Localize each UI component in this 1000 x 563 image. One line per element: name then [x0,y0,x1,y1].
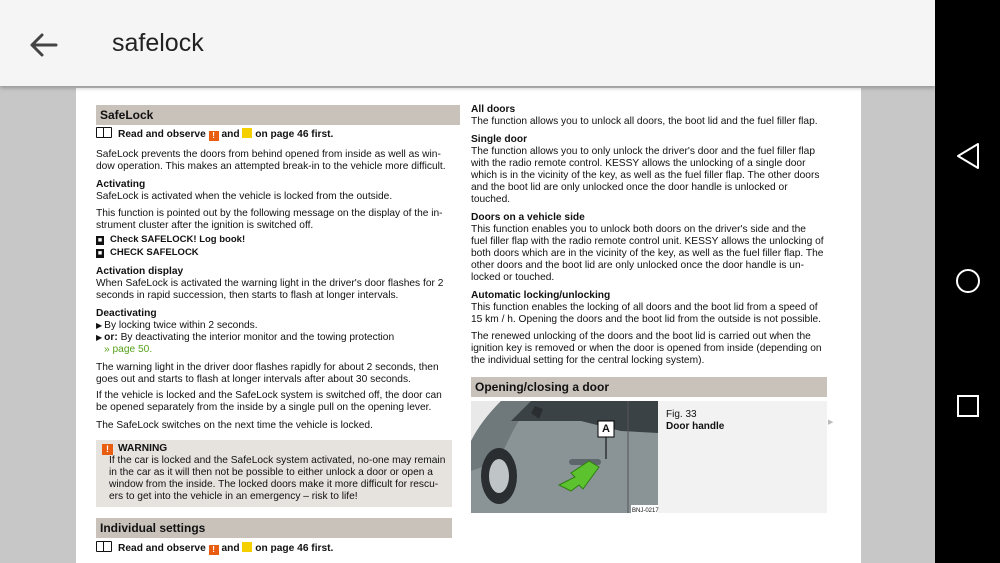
section-heading-opening-closing: Opening/closing a door [471,377,827,397]
book-icon [96,127,112,138]
single-door-block: Single door The function allows you to only unlock the driver's door and the fuel filler flap with the radio remote control. KESSY allows the unlocking of a single door which is in the vicinity of the key, as well as the fuel filler flap. The other doors and the boot lid are only unlocked once the door handle is unlocked or touched. [471,134,820,205]
message-icon-1: ■ [97,237,103,244]
auto-lock-block: Automatic locking/unlocking This function enables the locking of all doors and the boot lid from a speed of 15 km / h. Opening the doors and the boot lid from the outside is not possible. [471,290,821,325]
arrow-left-icon[interactable] [26,27,62,63]
bullet-arrow-icon: ▶ [96,321,103,330]
read-observe-line-2: Read and observe ! and on page 46 first. [96,541,333,555]
warning-light-text: The warning light in the driver door flashes rapidly for about 2 seconds, then goes out and starts to flash at longer intervals after about 30 seconds. [96,362,439,385]
next-time-text: The SafeLock switches on the next time the vehicle is locked. [96,420,373,431]
activation-display-block: Activation display When SafeLock is activated the warning light in the driver's door flashes for 2 seconds in rapid succession, then starts to flash at longer intervals. [96,266,444,301]
vehicle-side-block: Doors on a vehicle side This function enables you to unlock both doors on the driver's side and the fuel filler flap with the radio remote control unit. KESSY allows the unlocking of both doors which are in the vicinity of the key, as well as the fuel filler flap. The other doors and the boot lid are only unlocked once the door handle is un- locked or touched. [471,212,824,283]
message-list: ■ Check SAFELOCK! Log book! ■ CHECK SAFELOCK [97,234,246,258]
all-doors-block: All doors The function allows you to unlock all doors, the boot lid and the fuel filler flap. [471,104,818,127]
figure-code: BNJ-0217 [632,508,659,514]
intro-text: SafeLock prevents the doors from behind opened from inside as well as win- dow operation. This makes an attempted break-in to the vehicle more difficult. [96,149,446,172]
page-50-link[interactable]: » page 50. [104,344,153,355]
figure-door-handle[interactable] [471,401,834,514]
renewed-unlocking-text: The renewed unlocking of the doors and the boot lid is carried out when the ignition key is removed or when the door is opened from inside (depending on the individual setting for the central locking system). [471,331,822,366]
app-bar [0,0,935,86]
warning-box: ! WARNING If the car is locked and the SafeLock system activated, no-one may remain in the car as it will then not be possible to either unlock a door or open a window from the inside. The locked doors make it more difficult for rescu- ers to get into the vehicle in an emergency – risk to life! [96,440,452,507]
activating-block: Activating SafeLock is activated when the vehicle is locked from the outside. [96,179,393,202]
section-heading-individual-settings: Individual settings [96,518,452,538]
triangle-back-icon[interactable] [950,138,986,174]
book-icon [96,541,112,552]
figure-caption: Fig. 33 Door handle [666,409,725,432]
callout-a: A [602,423,610,435]
warning-icon: ! [209,545,219,555]
bullet-arrow-icon: ▶ [96,333,103,342]
pointed-out-text: This function is pointed out by the following message on the display of the in- strument cluster after the ignition is switched off. [96,208,443,231]
circle-home-icon[interactable] [950,263,986,299]
warning-icon: ! [102,444,113,455]
deactivating-block: Deactivating ▶ By locking twice within 2 seconds. ▶ or: By deactivating the interior monitor and the towing protection » page 50. [96,308,395,355]
figure-arrow-icon: ▶ [828,419,834,426]
note-icon [242,128,252,138]
page-title: safelock [112,29,204,57]
message-icon-2: ■ [97,250,103,257]
opened-text: If the vehicle is locked and the SafeLock system is switched off, the door can be opened separately from the inside by a single pull on the opening lever. [96,390,442,413]
warning-icon: ! [209,131,219,141]
door-handle-illustration [471,401,658,513]
note-icon [242,542,252,552]
square-recents-icon[interactable] [950,388,986,424]
section-heading-safelock: SafeLock [96,105,460,125]
manual-page[interactable] [76,88,861,563]
read-observe-line: Read and observe ! and on page 46 first. [96,127,333,141]
